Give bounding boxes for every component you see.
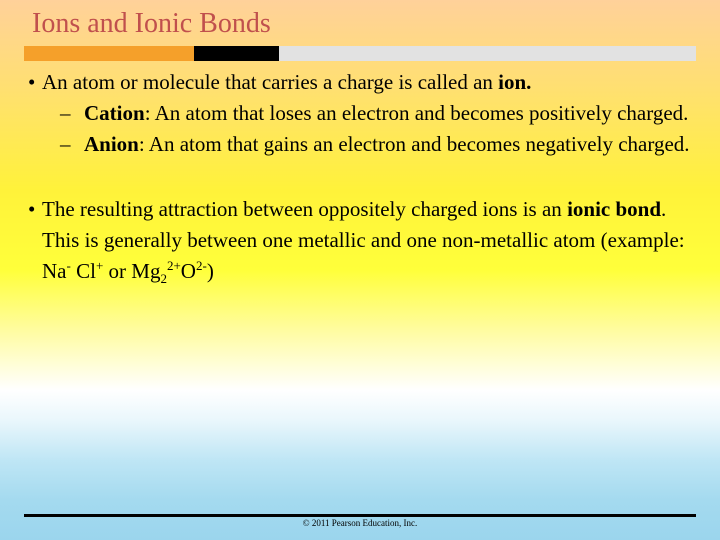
slide-body [28, 67, 693, 287]
term-ionic-bond: ionic bond [567, 197, 662, 221]
title-accent-bar-orange [24, 46, 194, 61]
sub-bullet-text: Cation: An atom that loses an electron and becomes positively charged. [84, 101, 689, 125]
term-ion: ion. [498, 70, 532, 94]
bullet-ionic-bond [28, 194, 693, 287]
bullet-text: An atom or molecule that carries a charge is called an ion. [42, 70, 532, 94]
bullet-marker: • [28, 197, 36, 221]
bullet-text: The resulting attraction between oppositely charged ions is an ionic bond. This is generally between one metallic and one non-metallic atom (example: Na- Cl+ or $Mg_2^{2+}O^{2-}$) [42, 197, 685, 287]
bullet-ion-definition [28, 67, 693, 98]
copyright-footer: © 2011 Pearson Education, Inc. [302, 518, 418, 528]
footer-divider [24, 514, 696, 517]
term-anion: Anion [84, 132, 139, 156]
sub-bullet-text: Anion: An atom that gains an electron and becomes negatively charged. [84, 132, 690, 156]
sub-bullet-cation [60, 98, 693, 129]
sub-bullet-anion [60, 129, 693, 160]
dash-marker: – [60, 101, 71, 125]
title-accent-bar-black [194, 46, 279, 61]
slide-title: Ions and Ionic Bonds [32, 8, 271, 39]
bullet-marker: • [28, 70, 36, 94]
dash-marker: – [60, 132, 71, 156]
term-cation: Cation [84, 101, 145, 125]
title-accent-bar-gray [279, 46, 696, 61]
